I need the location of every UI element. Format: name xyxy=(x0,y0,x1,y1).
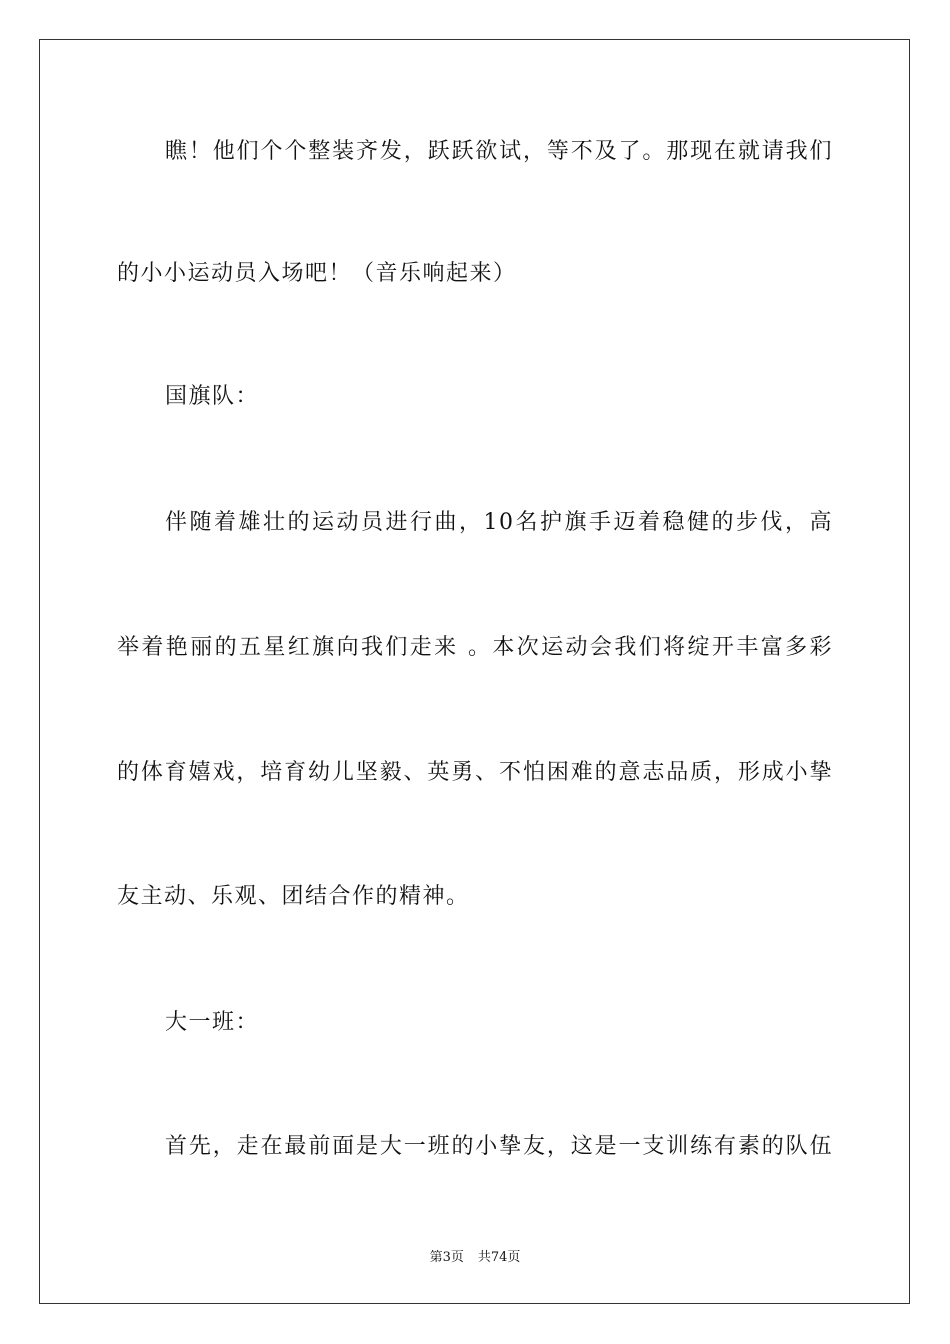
text-line-4: 伴随着雄壮的运动员进行曲，10名护旗手迈着稳健的步伐，高 xyxy=(165,510,833,535)
text-line-1: 瞧！他们个个整装齐发，跃跃欲试，等不及了。那现在就请我们 xyxy=(165,139,833,164)
page-border xyxy=(39,39,910,1304)
page-total: 共74页 xyxy=(477,1250,521,1265)
text-line-2: 的小小运动员入场吧！（音乐响起来） xyxy=(117,261,517,286)
heading-flag-team: 国旗队： xyxy=(165,384,260,409)
text-line-6: 的体育嬉戏，培育幼儿坚毅、英勇、不怕困难的意志品质，形成小挚 xyxy=(117,760,833,785)
page-number: 第3页 xyxy=(429,1250,464,1265)
heading-class-1: 大一班： xyxy=(165,1010,260,1035)
text-line-9: 首先，走在最前面是大一班的小挚友，这是一支训练有素的队伍 xyxy=(165,1134,833,1159)
page-footer xyxy=(0,1246,950,1265)
text-line-7: 友主动、乐观、团结合作的精神。 xyxy=(117,884,470,909)
text-line-5: 举着艳丽的五星红旗向我们走来 。本次运动会我们将绽开丰富多彩 xyxy=(117,635,833,660)
